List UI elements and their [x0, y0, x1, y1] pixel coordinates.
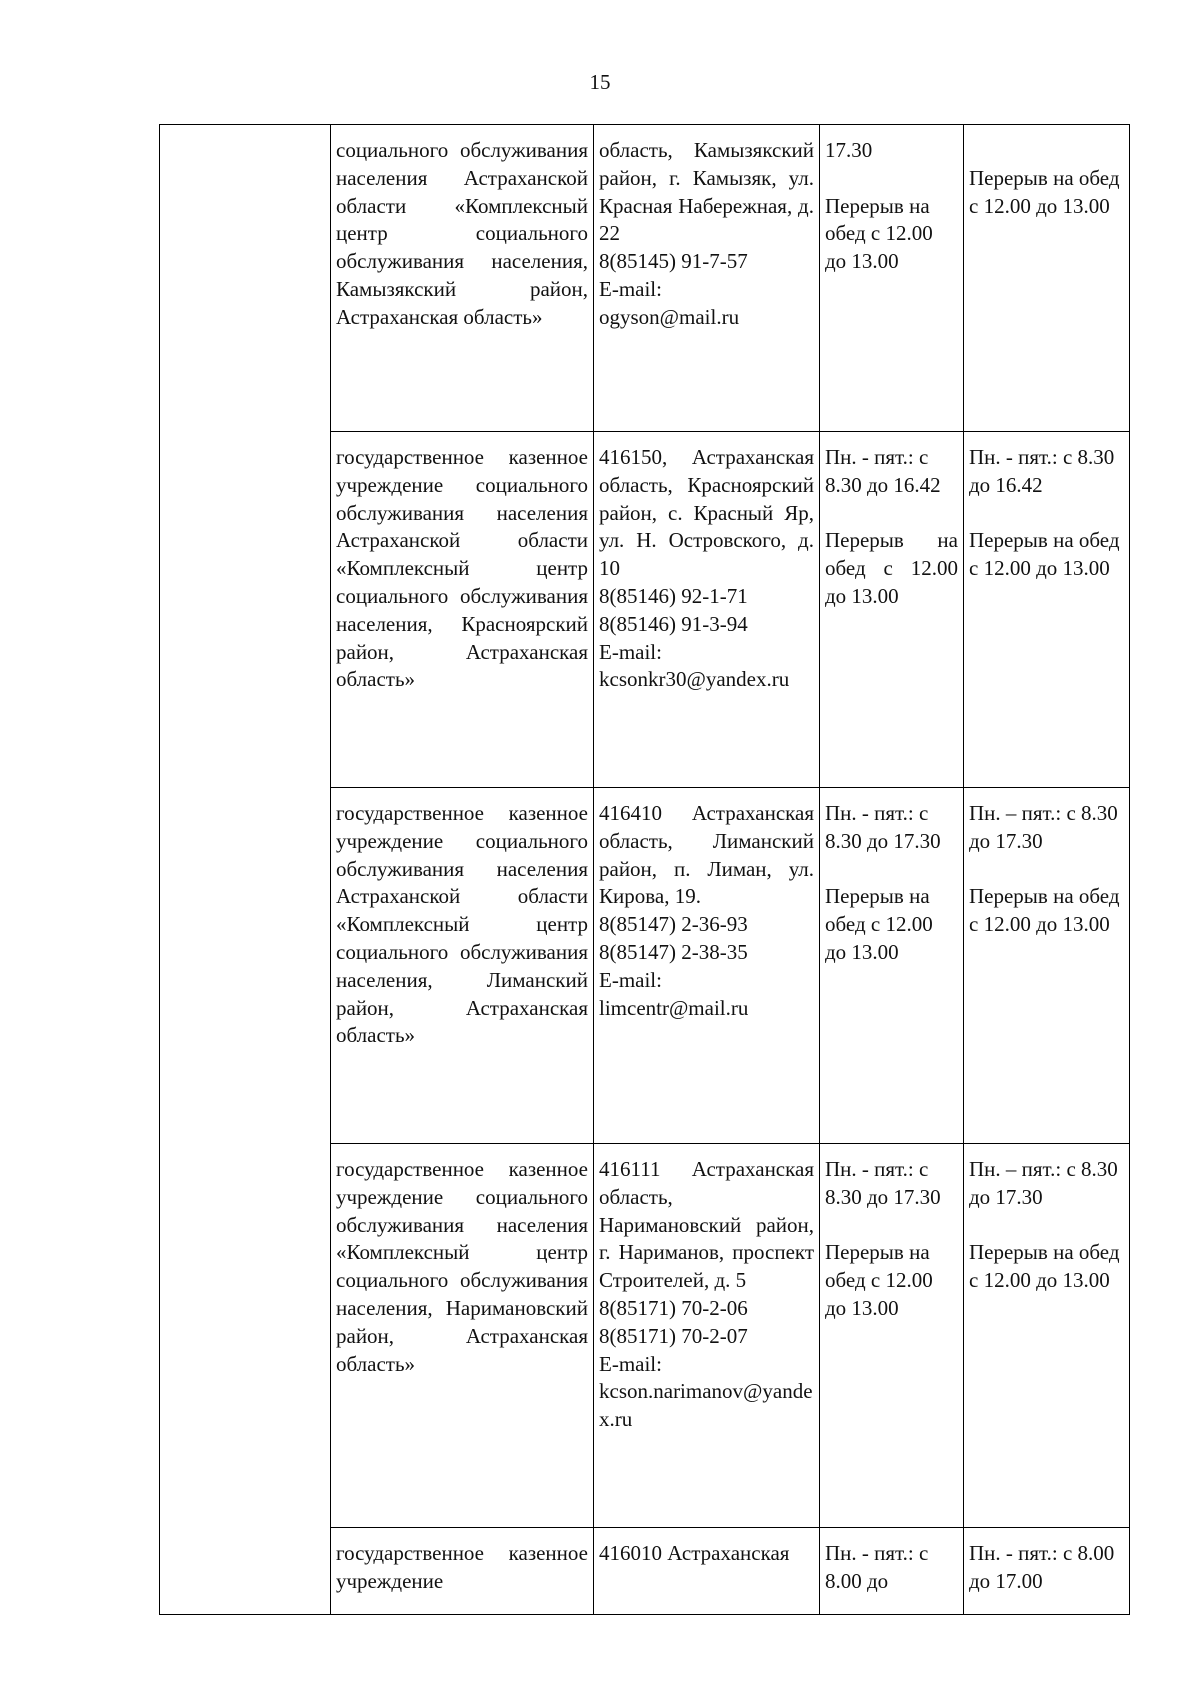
address-cell — [594, 432, 820, 788]
break-text: Перерыв на обед с 12.00 до 13.00 — [825, 1240, 933, 1320]
address-cell — [594, 1144, 820, 1528]
break-text: Перерыв на обед с 12.00 до 13.00 — [969, 528, 1120, 581]
break-text: Перерыв на обед с 12.00 до 13.00 — [969, 884, 1120, 937]
org-cell: государственное казенное учреждение социального обслуживания населения Астраханской области «Комплексный центр социального обслуживания населения, Красноярский район, Астраханская область» — [331, 432, 594, 788]
reception-cell — [964, 432, 1130, 788]
phone-text: 8(85171) 70-2-06 — [599, 1295, 748, 1320]
page-number: 15 — [589, 70, 611, 94]
hours-text: Пн. - пят.: с 8.30 до 17.30 — [825, 1157, 941, 1209]
org-cell: государственное казенное учреждение социального обслуживания населения Астраханской области «Комплексный центр социального обслуживания населения, Лиманский район, Астраханская область» — [331, 788, 594, 1144]
email-label: E-mail: — [599, 639, 662, 664]
address-cell — [594, 125, 820, 432]
hours-cell — [820, 1144, 964, 1528]
address-cell — [594, 1528, 820, 1615]
reception-cell — [964, 1144, 1130, 1528]
hours-text: Пн. - пят.: с 8.30 до 17.30 — [825, 801, 941, 853]
email-label: E-mail: — [599, 1351, 662, 1376]
institutions-table — [159, 124, 1130, 1615]
phone-text: 8(85146) 91-3-94 — [599, 611, 748, 636]
row-header-cell — [160, 125, 331, 1615]
address-cell — [594, 788, 820, 1144]
email-text: kcson.narimanov@yandex.ru — [599, 1379, 813, 1432]
hours-text: Пн. - пят.: с 8.00 до — [825, 1541, 929, 1593]
hours-cell — [820, 1528, 964, 1615]
reception-hours-text: Пн. - пят.: с 8.30 до 16.42 — [969, 445, 1115, 497]
hours-text: Пн. - пят.: с 8.30 до 16.42 — [825, 445, 941, 497]
address-text: 416010 Астраханская — [599, 1541, 790, 1565]
reception-hours-text: Пн. – пят.: с 8.30 до 17.30 — [969, 801, 1118, 853]
break-text: Перерыв на обед с 12.00 до 13.00 — [969, 165, 1120, 218]
break-text: Перерыв на обед с 12.00 до 13.00 — [825, 528, 958, 608]
email-label: E-mail: — [599, 276, 662, 301]
reception-cell — [964, 788, 1130, 1144]
phone-text: 8(85147) 2-36-93 — [599, 912, 748, 937]
email-text: limcentr@mail.ru — [599, 995, 749, 1020]
break-text: Перерыв на обед с 12.00 до 13.00 — [825, 884, 933, 964]
reception-cell — [964, 125, 1130, 432]
org-cell: государственное казенное учреждение социального обслуживания населения «Комплексный центр социального обслуживания населения, Наримановский район, Астраханская область» — [331, 1144, 594, 1528]
address-text: 416111 Астраханская область, Наримановский район, г. Нариманов, проспект Строителей, д. 5 — [599, 1157, 814, 1293]
phone-text: 8(85147) 2-38-35 — [599, 939, 748, 964]
break-text: Перерыв на обед с 12.00 до 13.00 — [969, 1240, 1120, 1293]
reception-cell — [964, 1528, 1130, 1615]
address-text: 416150, Астраханская область, Красноярский район, с. Красный Яр, ул. Н. Островского, д. 10 — [599, 445, 814, 581]
hours-cell — [820, 432, 964, 788]
break-text: Перерыв на обед с 12.00 до 13.00 — [825, 193, 933, 274]
org-cell: социального обслуживания населения Астраханской области «Комплексный центр социального обслуживания населения, Камызякский район, Астраханская область» — [331, 125, 594, 432]
phone-text: 8(85146) 92-1-71 — [599, 583, 748, 608]
email-text: ogyson@mail.ru — [599, 304, 740, 329]
hours-cell — [820, 125, 964, 432]
phone-text: 8(85171) 70-2-07 — [599, 1323, 748, 1348]
reception-hours-text: Пн. – пят.: с 8.30 до 17.30 — [969, 1157, 1118, 1209]
address-text: область, Камызякский район, г. Камызяк, ул. Красная Набережная, д. 22 — [599, 138, 814, 246]
email-text: kcsonkr30@yandex.ru — [599, 667, 790, 692]
phone-text: 8(85145) 91-7-57 — [599, 249, 748, 274]
org-cell: государственное казенное учреждение — [331, 1528, 594, 1615]
reception-hours-text: Пн. - пят.: с 8.00 до 17.00 — [969, 1541, 1115, 1593]
hours-cell — [820, 788, 964, 1144]
address-text: 416410 Астраханская область, Лиманский район, п. Лиман, ул. Кирова, 19. — [599, 801, 814, 909]
hours-text: 17.30 — [825, 138, 873, 162]
table-row — [160, 125, 1130, 432]
email-label: E-mail: — [599, 967, 662, 992]
